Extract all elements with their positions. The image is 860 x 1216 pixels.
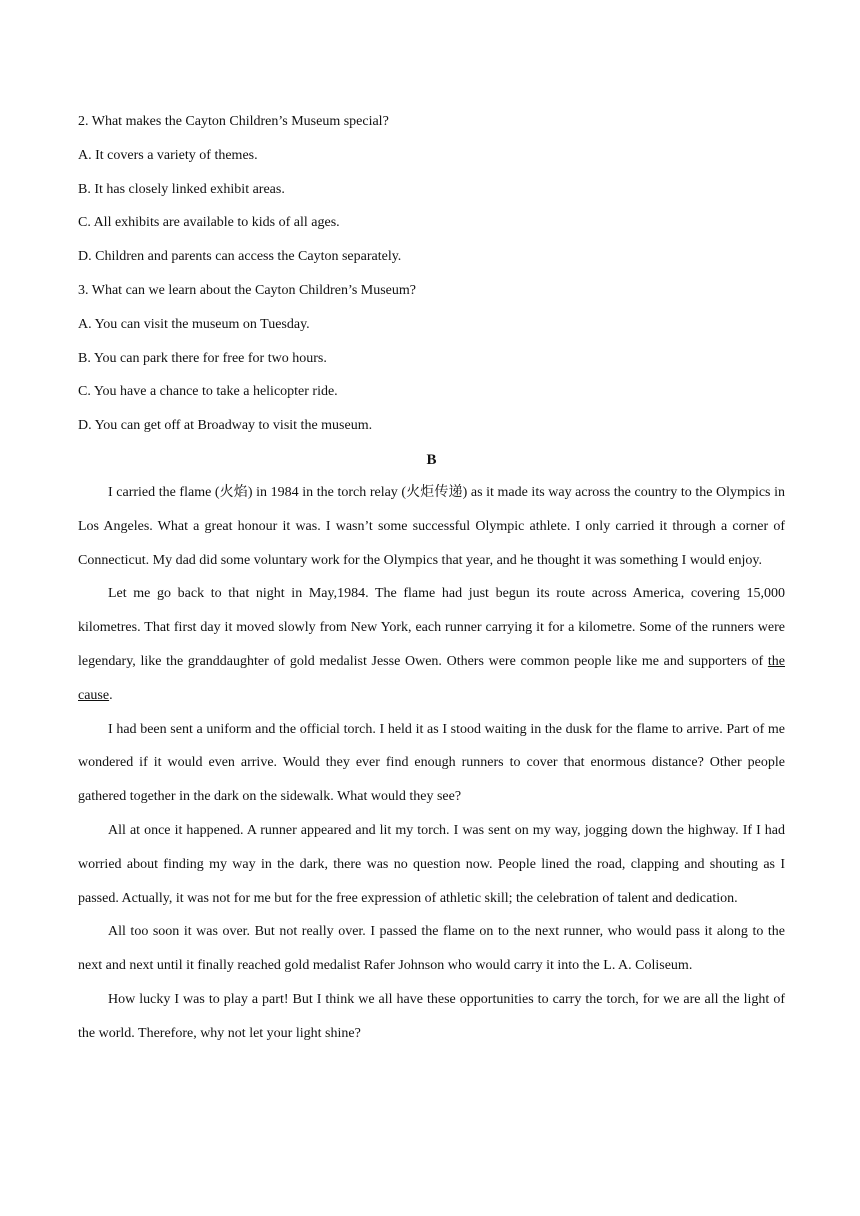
option-c: C. All exhibits are available to kids of all ages. bbox=[78, 215, 340, 231]
paragraph-1: I carried the flame (火焰) in 1984 in the torch relay (火炬传递) as it made its way across the country to the Olympics in Los Angeles. What a great honour it was. I wasn’t some successful Olympic athlete. I only carried it through a corner of Connecticut. My dad did some voluntary work for the Olympics that year, and he thought it was something I would enjoy. bbox=[78, 484, 785, 568]
paragraph-2 bbox=[78, 577, 785, 712]
paragraph-2-text: Let me go back to that night in May,1984. The flame had just begun its route across America, covering 15,000 kilometres. That first day it moved slowly from New York, each runner carrying it for a kilometre. Some of the runners were legendary, like the granddaughter of gold medalist Jesse Owen. Others were common people like me and supporters of bbox=[78, 586, 785, 669]
question-2 bbox=[78, 108, 785, 277]
question-3 bbox=[78, 277, 785, 446]
section-heading: B bbox=[426, 451, 437, 468]
document-page bbox=[78, 108, 785, 1051]
paragraph-3: I had been sent a uniform and the official torch. I held it as I stood waiting in the dusk for the flame to arrive. Part of me wondered if it would even arrive. Would they ever find enough runners to cover that enormous distance? Other people gathered together in the dark on the sidewalk. What would they see? bbox=[78, 721, 785, 805]
paragraph-4: All at once it happened. A runner appeared and lit my torch. I was sent on my way, jogging down the highway. If I had worried about finding my way in the dark, there was no question now. People lined the road, clapping and shouting as I passed. Actually, it was not for me but for the free expression of athletic skill; the celebration of talent and dedication. bbox=[78, 822, 785, 906]
passage bbox=[78, 476, 785, 1051]
option-a: A. It covers a variety of themes. bbox=[78, 147, 258, 163]
option-c: C. You have a chance to take a helicopter ride. bbox=[78, 384, 338, 400]
option-a: A. You can visit the museum on Tuesday. bbox=[78, 316, 310, 332]
paragraph-2-end: . bbox=[109, 687, 113, 703]
option-d: D. Children and parents can access the Cayton separately. bbox=[78, 249, 402, 265]
option-b: B. It has closely linked exhibit areas. bbox=[78, 181, 285, 197]
underlined-phrase: the cause bbox=[78, 653, 785, 703]
option-d: D. You can get off at Broadway to visit the museum. bbox=[78, 418, 373, 434]
paragraph-6: How lucky I was to play a part! But I think we all have these opportunities to carry the torch, for we are all the light of the world. Therefore, why not let your light shine? bbox=[78, 991, 785, 1041]
question-stem: 2. What makes the Cayton Children’s Museum special? bbox=[78, 114, 389, 129]
paragraph-5: All too soon it was over. But not really over. I passed the flame on to the next runner, who would pass it along to the next and next until it finally reached gold medalist Rafer Johnson who would carry it into the L. A. Coliseum. bbox=[78, 924, 785, 974]
option-b: B. You can park there for free for two hours. bbox=[78, 350, 327, 366]
question-stem: 3. What can we learn about the Cayton Children’s Museum? bbox=[78, 282, 416, 298]
